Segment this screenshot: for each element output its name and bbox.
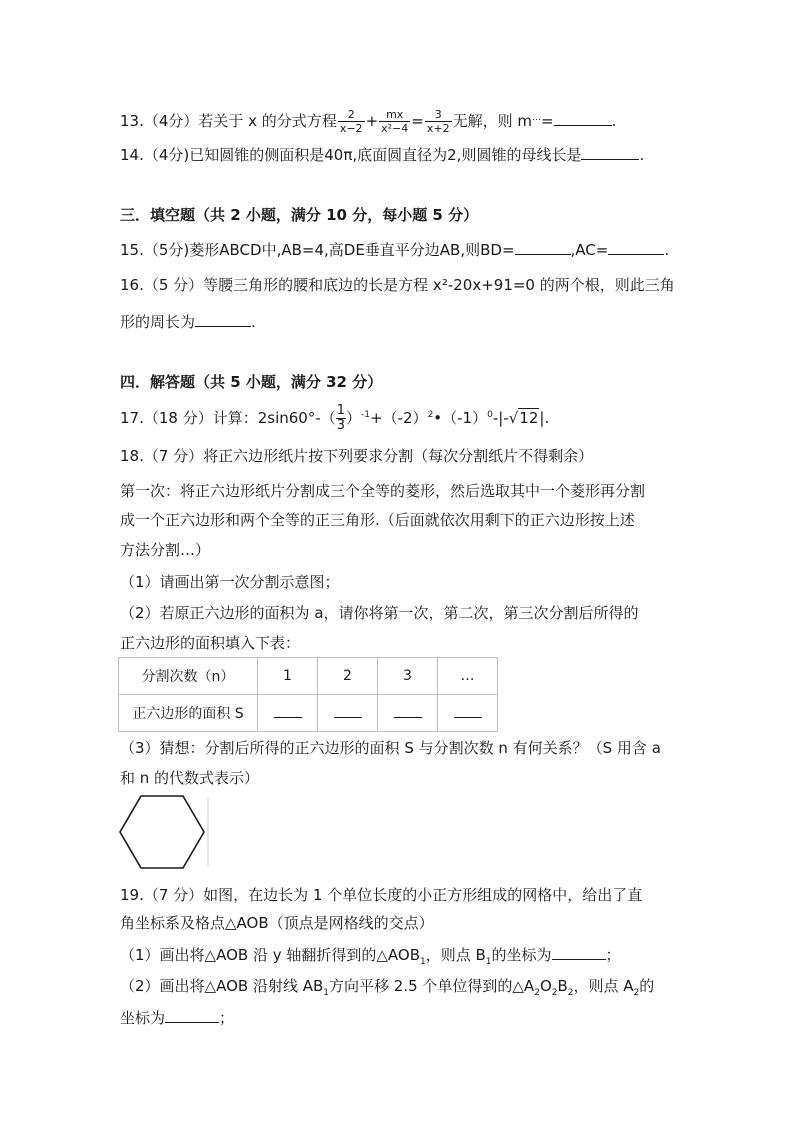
answer-blank [334,705,362,718]
question-15: 15.（5分)菱形ABCD中,AB=4,高DE垂直平分边AB,则BD= ,AC= . [120,241,670,259]
table-cell: 1 [258,658,318,695]
question-19-line-2: 角坐标系及格点△AOB（顶点是网格线的交点） [120,914,434,932]
table-answer-cell [438,695,498,732]
table-answer-cell [378,695,438,732]
question-18-part-3-line-2: 和 n 的代数式表示） [120,769,260,787]
answer-blank [608,240,664,255]
section-3-heading: 三．填空题（共 2 小题，满分 10 分，每小题 5 分） [120,206,479,224]
question-18-part-2-line-2: 正六边形的面积填入下表： [120,634,301,652]
table-answer-cell [258,695,318,732]
area-table [118,657,498,732]
question-19-part-2: （2）画出将△AOB 沿射线 $AB_1$方向平移 2.5 个单位得到的$\triangle A_2O_2B_2$，则点 $A_2$的 [120,977,655,998]
question-18-line-2: 第一次：将正六边形纸片分割成三个全等的菱形，然后选取其中一个菱形再分割 [120,482,646,500]
question-17: 17.（18 分）计算：2sin60°-（ $\frac{1}{3}$ ）$^{-1}+(-2)^2•(-1)^0-|-√12|$. [120,403,550,433]
answer-blank [554,111,612,126]
question-16-line-2: 形的周长为 . [120,313,256,331]
table-row [119,658,498,695]
question-19-part-2-cont: 坐标为 ； [120,1009,235,1027]
table-header-cell: 正六边形的面积 S [119,695,258,732]
question-18-line-3: 成一个正六边形和两个全等的正三角形.（后面就依次用剩下的正六边形按上述 [120,511,635,529]
answer-blank [195,312,251,327]
answer-blank [552,945,606,960]
section-4-heading: 四．解答题（共 5 小题，满分 32 分） [120,373,383,391]
table-cell: 3 [378,658,438,695]
question-14: 14.（4分)已知圆锥的侧面积是40π,底面圆直径为2,则圆锥的母线长是 . [120,146,645,164]
table-cell: 2 [318,658,378,695]
question-18-line-4: 方法分割…） [120,541,211,559]
question-18-part-2-line-1: （2）若原正六边形的面积为 a，请你将第一次，第二次，第三次分割后所得的 [120,604,639,622]
regular-hexagon-shape [120,796,204,868]
table-cell: … [438,658,498,695]
table-header-cell: 分割次数（n） [119,658,258,695]
question-18-part-3-line-1: （3）猜想：分割后所得的正六边形的面积 S 与分割次数 n 有何关系？（S 用含 a [120,739,661,757]
answer-blank [274,705,302,718]
question-19-part-1: （1）画出将△AOB 沿 y 轴翻折得到的$\triangle AOB_1$，则点 $B_1$的坐标为 ； [120,946,621,967]
table-answer-cell [318,695,378,732]
answer-blank [454,705,482,718]
fraction-one-third: $\frac{1}{3}$ [336,403,346,433]
question-19-line-1: 19.（7 分）如图，在边长为 1 个单位长度的小正方形组成的网格中，给出了直 [120,886,643,904]
answer-blank [165,1008,219,1023]
question-13: 13.（4分）若关于 x 的分式方程 $\frac{2}{x-2}$ + $\frac{mx}{\text{x²−4}}$ = $\frac{3}{x+2}$ 无解，则 m…= . [120,108,617,135]
question-16-line-1: 16.（5 分）等腰三角形的腰和底边的长是方程 x²-20x+91=0 的两个根，则此三角 [120,276,675,294]
fraction-3: $\frac{3}{x+2}$ [426,108,450,135]
question-18-part-1: （1）请画出第一次分割示意图； [120,573,340,591]
hexagon-figure [116,792,212,872]
question-18-line-1: 18.（7 分）将正六边形纸片按下列要求分割（每次分割纸片不得剩余） [120,447,594,465]
table-row [119,695,498,732]
answer-blank [515,240,571,255]
sqrt-symbol: √ [508,409,519,427]
fraction-1: $\frac{2}{x-2}$ [339,108,363,135]
answer-blank [581,145,639,160]
answer-blank [394,705,422,718]
fraction-2: $\frac{mx}{\text{x²−4}}$ [381,108,409,135]
